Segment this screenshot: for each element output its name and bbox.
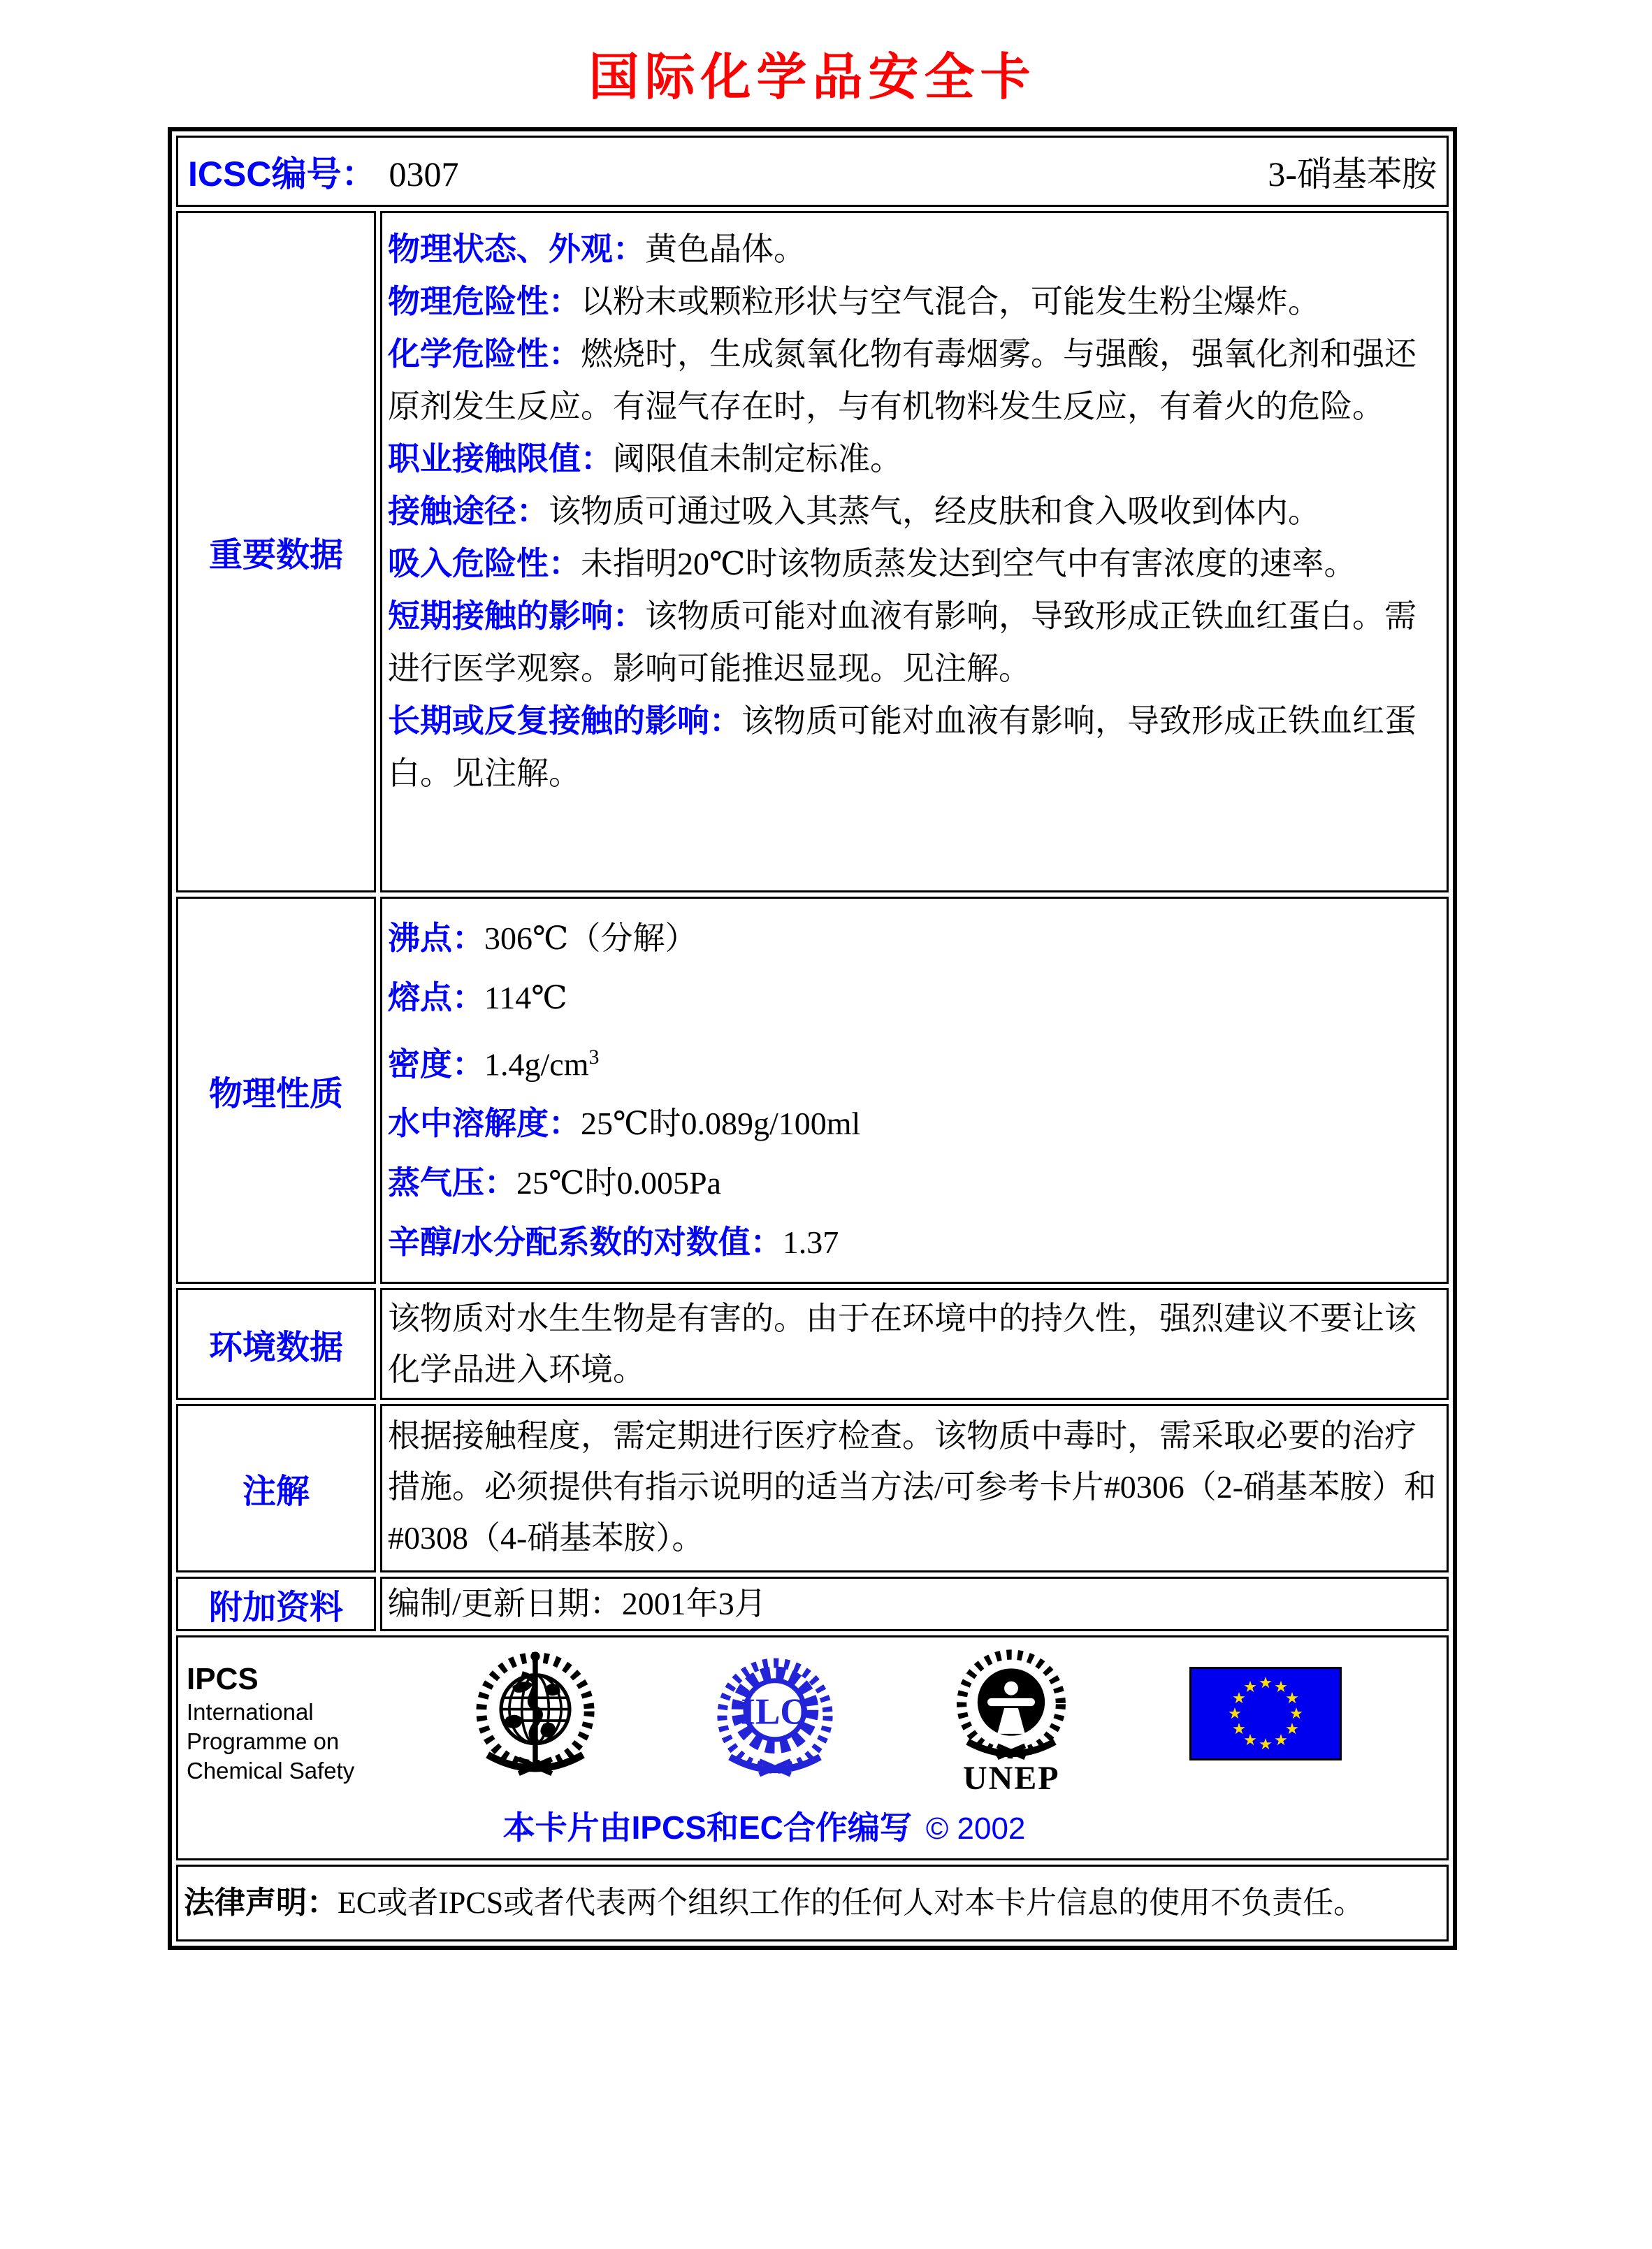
physical-item xyxy=(388,968,1438,1027)
item-label: 密度： xyxy=(388,1046,484,1083)
additional-info-text: 编制/更新日期：2001年3月 xyxy=(388,1586,767,1622)
important-item xyxy=(388,328,1438,433)
ilo-wordmark: ILO xyxy=(740,1691,809,1733)
item-label: 短期接触的影响： xyxy=(388,598,645,634)
logos-cell xyxy=(176,1635,1449,1860)
important-item xyxy=(388,433,1438,485)
item-label: 蒸气压： xyxy=(388,1164,516,1201)
legal-cell xyxy=(176,1865,1449,1941)
item-text: 该物质可通过吸入其蒸气，经皮肤和食入吸收到体内。 xyxy=(549,493,1320,529)
header-row xyxy=(176,136,1449,207)
item-text: 该物质可能对血液有影响，导致形成正铁血红蛋白。需进行医学观察。影响可能推迟显现。见注解。 xyxy=(388,598,1416,686)
unep-logo-icon xyxy=(952,1649,1071,1767)
additional-info-content xyxy=(380,1577,1449,1631)
item-label: 物理状态、外观： xyxy=(388,231,645,267)
item-text: 114℃ xyxy=(484,980,567,1015)
environment-text: 该物质对水生生物是有害的。由于在环境中的持久性，强烈建议不要让该化学品进入环境。 xyxy=(388,1301,1416,1388)
item-text: 306℃（分解） xyxy=(484,920,697,956)
header-cell xyxy=(176,136,1449,207)
notes-text: 根据接触程度，需定期进行医疗检查。该物质中毒时，需采取必要的治疗措施。必须提供有指示说明的适当方法/可参考卡片#0306（2-硝基苯胺）和#0308（4-硝基苯胺）。 xyxy=(388,1418,1437,1556)
ipcs-subtitle-line: Programme on xyxy=(187,1728,340,1755)
icsc-number-value: 0307 xyxy=(389,154,459,194)
item-label: 沸点： xyxy=(388,920,484,956)
important-data-row xyxy=(176,211,1449,892)
additional-info-row xyxy=(176,1577,1449,1631)
legal-row xyxy=(176,1865,1449,1941)
notes-row xyxy=(176,1404,1449,1572)
item-text: 黄色晶体。 xyxy=(645,231,806,267)
who-logo-icon xyxy=(473,1649,597,1788)
legal-statement xyxy=(184,1883,1438,1923)
item-text: 该物质可能对血液有影响，导致形成正铁血红蛋白。见注解。 xyxy=(388,703,1416,791)
physical-properties-content xyxy=(380,897,1449,1284)
physical-item xyxy=(388,1027,1438,1094)
item-text: 1.4g/cm xyxy=(484,1046,589,1083)
item-text: 未指明20℃时该物质蒸发达到空气中有害浓度的速率。 xyxy=(581,546,1356,581)
legal-label: 法律声明： xyxy=(184,1886,338,1921)
ilo-logo-icon xyxy=(716,1649,834,1787)
cooperation-caption xyxy=(187,1802,1342,1849)
item-label: 长期或反复接触的影响： xyxy=(388,702,741,739)
chemical-name: 3-硝基苯胺 xyxy=(1268,154,1437,194)
logos-row xyxy=(176,1635,1449,1860)
eu-flag-icon xyxy=(1189,1667,1342,1760)
icsc-card xyxy=(168,0,1457,1950)
physical-item xyxy=(388,909,1438,968)
item-label: 接触途径： xyxy=(388,493,549,529)
ipcs-title: IPCS xyxy=(187,1662,259,1697)
physical-item xyxy=(388,1153,1438,1213)
important-item xyxy=(388,275,1438,328)
section-label-additional-info: 附加资料 xyxy=(176,1577,376,1631)
item-text: 1.37 xyxy=(782,1224,839,1261)
item-text: 燃烧时，生成氮氧化物有毒烟雾。与强酸，强氧化剂和强还原剂发生反应。有湿气存在时，与有机物料发生反应，有着火的危险。 xyxy=(388,336,1416,424)
physical-properties-row xyxy=(176,897,1449,1284)
physical-item xyxy=(388,1094,1438,1153)
important-item xyxy=(388,485,1438,537)
caption-text: 本卡片由IPCS和EC合作编写 xyxy=(502,1809,912,1846)
important-item xyxy=(388,590,1438,695)
item-label: 吸入危险性： xyxy=(388,545,581,581)
environment-row xyxy=(176,1288,1449,1400)
item-text: 以粉末或颗粒形状与空气混合，可能发生粉尘爆炸。 xyxy=(581,284,1320,319)
section-label-important-data: 重要数据 xyxy=(176,211,376,892)
item-label: 职业接触限值： xyxy=(388,440,613,477)
important-item xyxy=(388,537,1438,590)
icsc-number-label: ICSC编号： xyxy=(188,154,377,194)
icsc-table xyxy=(168,127,1457,1950)
section-label-physical-properties: 物理性质 xyxy=(176,897,376,1284)
unep-wordmark: UNEP xyxy=(962,1760,1060,1798)
important-data-content xyxy=(380,211,1449,892)
copyright-text: © 2002 xyxy=(925,1812,1026,1846)
notes-content xyxy=(380,1404,1449,1572)
item-text: 阈限值未制定标准。 xyxy=(613,441,902,477)
item-label: 化学危险性： xyxy=(388,335,581,372)
ipcs-text-block xyxy=(187,1649,354,1786)
item-text: 25℃时0.005Pa xyxy=(516,1165,721,1201)
unep-logo-block xyxy=(952,1649,1071,1798)
item-label: 辛醇/水分配系数的对数值： xyxy=(388,1224,783,1261)
ipcs-subtitle-line: Chemical Safety xyxy=(187,1758,355,1784)
legal-text: EC或者IPCS或者代表两个组织工作的任何人对本卡片信息的使用不负责任。 xyxy=(338,1886,1365,1921)
item-label: 水中溶解度： xyxy=(388,1105,581,1142)
ipcs-subtitle-line: International xyxy=(187,1699,314,1726)
physical-item xyxy=(388,1213,1438,1272)
environment-content xyxy=(380,1288,1449,1400)
section-label-notes: 注解 xyxy=(176,1404,376,1572)
important-item xyxy=(388,223,1438,275)
item-text: 25℃时0.089g/100ml xyxy=(581,1106,861,1142)
icsc-number-group xyxy=(188,146,458,196)
page-title: 国际化学品安全卡 xyxy=(588,50,1036,106)
section-label-environment: 环境数据 xyxy=(176,1288,376,1400)
important-item xyxy=(388,695,1438,800)
density-superscript: 3 xyxy=(588,1046,600,1069)
item-label: 熔点： xyxy=(388,979,484,1015)
item-label: 物理危险性： xyxy=(388,283,581,319)
